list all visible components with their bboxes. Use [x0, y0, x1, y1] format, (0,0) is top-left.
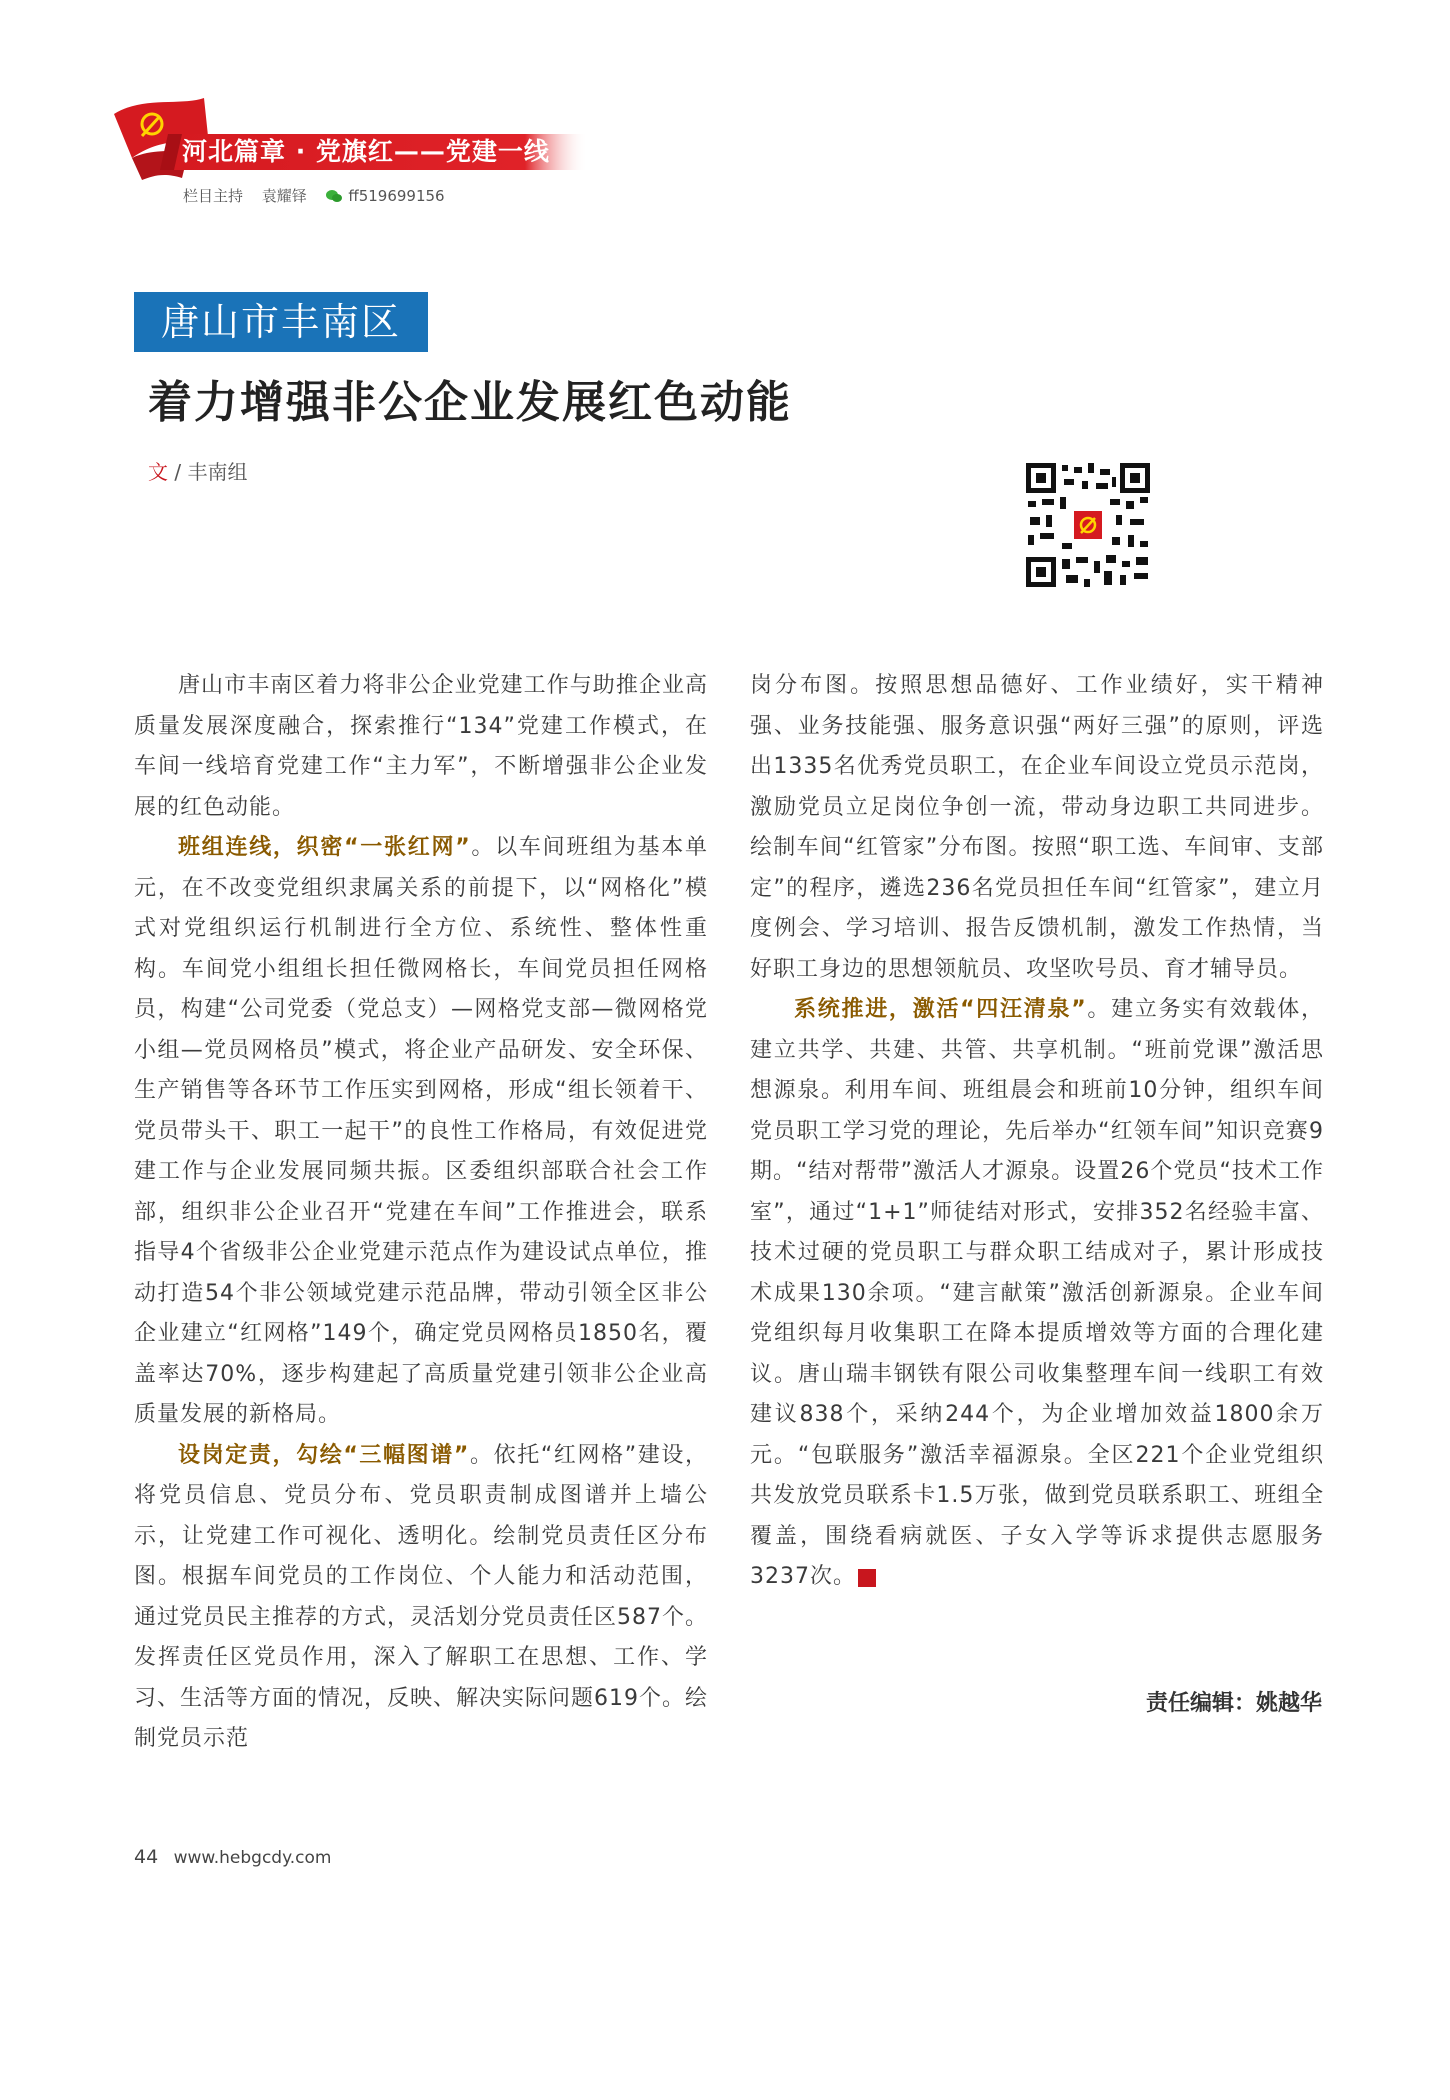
intro-paragraph: 唐山市丰南区着力将非公企业党建工作与助推企业高质量发展深度融合，探索推行“134”党建工作模式，在车间一线培育党建工作“主力军”，不断增强非公企业发展的红色动能。 [134, 673, 708, 820]
section-1-paragraph [134, 828, 708, 1436]
section-3-paragraph [750, 990, 1324, 1598]
qr-code-icon[interactable] [1026, 463, 1150, 587]
page-footer [134, 1846, 331, 1868]
host-label: 栏目主持 [183, 187, 244, 205]
section-1-text: 。以车间班组为基本单元，在不改变党组织隶属关系的前提下，以“网格化”模式对党组织运行机制进行全方位、系统性、整体性重构。车间党小组组长担任微网格长，车间党员担任网格员，构建“公司党委（党总支）—网格党支部—微网格党小组—党员网格员”模式，将企业产品研发、安全环保、生产销售等各环节工作压实到网格，形成“组长领着干、党员带头干、职工一起干”的良性工作格局，有效促进党建工作与企业发展同频共振。区委组织部联合社会工作部，组织非公企业召开“党建在车间”工作推进会，联系指导4个省级非公企业党建示范点作为建设试点单位，推动打造54个非公领域党建示范品牌，带动引领全区非公企业建立“红网格”149个，确定党员网格员1850名，覆盖率达70%，逐步构建起了高质量党建引领非公企业高质量发展的新格局。 [134, 835, 708, 1427]
column-title: 河北篇章 · 党旗红——党建一线 [182, 137, 550, 166]
end-mark-icon: 且 [858, 1569, 876, 1587]
site-url[interactable]: www.hebgcdy.com [173, 1848, 332, 1868]
author: 丰南组 [187, 460, 248, 484]
column-host [183, 185, 459, 206]
body-column-right [750, 666, 1324, 1598]
region-tag: 唐山市丰南区 [134, 292, 428, 352]
body-column-left [134, 666, 708, 1760]
wechat-id: ff519699156 [348, 187, 445, 205]
column-banner [112, 96, 598, 180]
byline-prefix: 文 [148, 460, 168, 484]
wechat-icon [326, 189, 342, 203]
section-1-lead: 班组连线，织密“一张红网” [178, 835, 471, 860]
section-2-continued: 岗分布图。按照思想品德好、工作业绩好，实干精神强、业务技能强、服务意识强“两好三强”的原则，评选出1335名优秀党员职工，在企业车间设立党员示范岗，激励党员立足岗位争创一流，带动身边职工共同进步。绘制车间“红管家”分布图。按照“职工选、车间审、支部定”的程序，遴选236名党员担任车间“红管家”，建立月度例会、学习培训、报告反馈机制，激发工作热情，当好职工身边的思想领航员、攻坚吹号员、育才辅导员。 [750, 673, 1324, 982]
article-title: 着力增强非公企业发展红色动能 [148, 377, 792, 428]
section-2-text: 。依托“红网格”建设，将党员信息、党员分布、党员职责制成图谱并上墙公示，让党建工作可视化、透明化。绘制党员责任区分布图。根据车间党员的工作岗位、个人能力和活动范围，通过党员民主推荐的方式，灵活划分党员责任区587个。发挥责任区党员作用，深入了解职工在思想、工作、学习、生活等方面的情况，反映、解决实际问题619个。绘制党员示范 [134, 1442, 709, 1751]
section-2-lead: 设岗定责，勾绘“三幅图谱” [178, 1442, 470, 1468]
page-number: 44 [134, 1846, 159, 1868]
byline [148, 456, 247, 485]
section-3-text: 。建立务实有效载体，建立共学、共建、共管、共享机制。“班前党课”激活思想源泉。利用车间、班组晨会和班前10分钟，组织车间党员职工学习党的理论，先后举办“红领车间”知识竞赛9期。“结对帮带”激活人才源泉。设置26个党员“技术工作室”，通过“1+1”师徒结对形式，安排352名经验丰富、技术过硬的党员职工与群众职工结成对子，累计形成技术成果130余项。“建言献策”激活创新源泉。企业车间党组织每月收集职工在降本提质增效等方面的合理化建议。唐山瑞丰钢铁有限公司收集整理车间一线职工有效建议838个，采纳244个，为企业增加效益1800余万元。“包联服务”激活幸福源泉。全区221个企业党组织共发放党员联系卡1.5万张，做到党员联系职工、班组全覆盖，围绕看病就医、子女入学等诉求提供志愿服务3237次。 [750, 997, 1324, 1589]
byline-separator: / [168, 460, 188, 484]
host-name: 袁耀铎 [261, 187, 307, 205]
section-2-paragraph [134, 1436, 708, 1760]
responsible-editor: 责任编辑：姚越华 [1145, 1690, 1322, 1716]
section-3-lead: 系统推进，激活“四汪清泉” [794, 997, 1087, 1022]
